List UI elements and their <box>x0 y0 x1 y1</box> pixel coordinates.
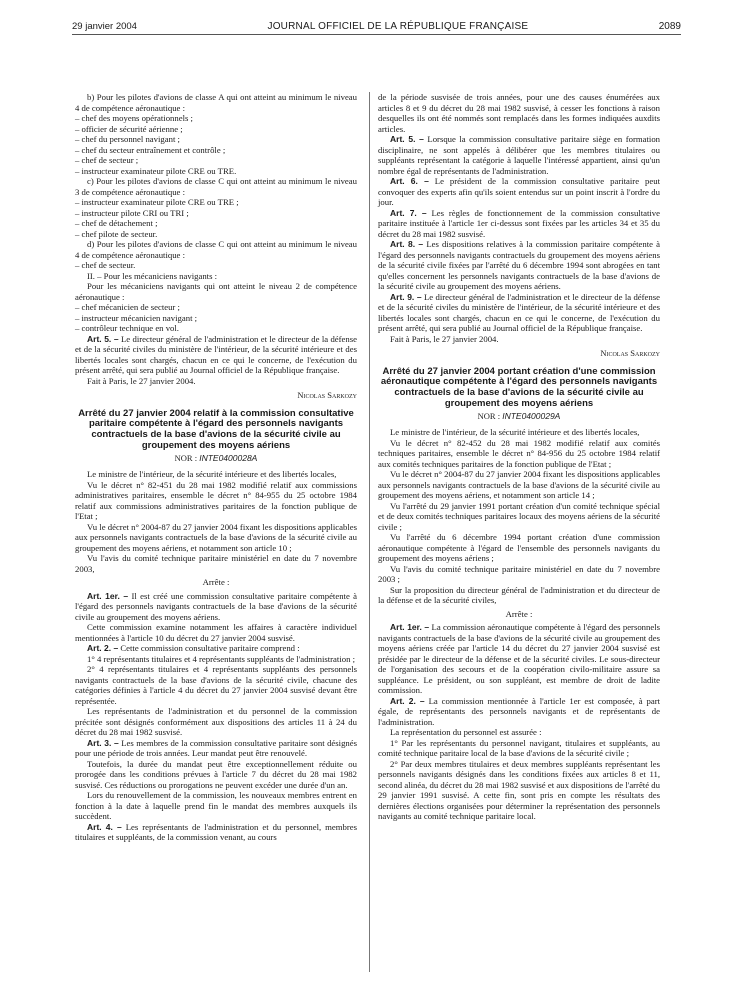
visa: Vu l'arrêté du 29 janvier 1991 portant création d'un comité technique spécial et de deux comités techniques paritaires locaux des moyens aériens de la sécurité civile ; <box>378 500 660 532</box>
list-item: – chef du personnel navigant ; <box>75 134 180 144</box>
nor-reference <box>75 453 357 464</box>
nor-code: INTE0400029A <box>502 410 561 421</box>
decree-title-3: Arrêté du 27 janvier 2004 portant création d'une commission aéronautique compétente à l'égard des personnels navigants contractuels de la base d'avions de la sécurité civile au groupement des moyens aériens <box>380 365 658 409</box>
article-2 <box>75 643 357 654</box>
right-column <box>378 92 660 822</box>
list-item: – contrôleur technique en vol. <box>75 323 179 333</box>
article-label: Art. 5. – <box>390 134 424 144</box>
list-item: – chef de détachement ; <box>75 218 158 228</box>
list-item: – instructeur pilote CRI ou TRI ; <box>75 207 189 218</box>
paragraph: Toutefois, la durée du mandat peut être exceptionnellement réduite ou prorogée dans les conditions prévues à l'article 7 du décret du 28 mai 1982 susvisé. Ces réductions ou prorogations ne peuvent excéder une durée d'un an. <box>75 758 357 790</box>
column-divider <box>369 92 370 972</box>
visa: Le ministre de l'intérieur, de la sécurité intérieure et des libertés locales, <box>390 427 640 438</box>
decree-title-2: Arrêté du 27 janvier 2004 relatif à la commission consultative paritaire compétente à l'égard des personnels navigants contractuels de la base d'avions de la sécurité civile au groupement des moyens aériens <box>78 407 354 451</box>
article-label: Art. 3. – <box>87 737 119 748</box>
paragraph: Lors du renouvellement de la commission, les nouveaux membres entrent en fonction à la date à laquelle prend fin le mandat des membres auxquels ils succèdent. <box>75 790 357 822</box>
header-date: 29 janvier 2004 <box>72 21 137 32</box>
article-label: Art. 1er. – <box>87 590 129 601</box>
paragraph-d-intro: d) Pour les pilotes d'avions de classe C qui ont atteint au minimum le niveau 4 de compétence aéronautique : <box>75 239 357 260</box>
list-item: – officier de sécurité aérienne ; <box>75 123 183 134</box>
visa: Vu le décret n° 82-451 du 28 mai 1982 modifié relatif aux commissions administratives paritaires, ensemble le décret n° 84-955 du 25 octobre 1984 relatif aux commissions administratives paritaires de la fonction publique de l'Etat ; <box>75 479 357 522</box>
article-text: Le directeur général de l'administration et le directeur de la défense et de la sécurité civiles du ministère de l'intérieur, de la sécurité intérieure et des libertés locales sont chargés, chacun en ce qui le concerne, de l'exécution du présent arrêté, qui sera publié au Journal officiel de la République française. <box>378 291 660 333</box>
paragraph: Les représentants de l'administration et du personnel de la commission précitée sont désignés conformément aux dispositions des articles 11 à 24 du décret du 28 mai 1982 susvisé. <box>75 706 357 738</box>
nor-prefix: NOR : <box>174 452 198 463</box>
journal-title: JOURNAL OFFICIEL DE LA RÉPUBLIQUE FRANÇAISE <box>267 21 529 32</box>
article-text: Les représentants de l'administration et du personnel, membres titulaires et suppléants, de la commission venant, au cours <box>75 821 357 843</box>
visa: Vu le décret n° 82-452 du 28 mai 1982 modifié relatif aux comités techniques paritaires, ensemble le décret n° 84-956 du 25 octobre 1984 relatif aux comités techniques paritaires de la fonction publique de l'Etat ; <box>378 437 660 469</box>
article-text: Les dispositions relatives à la commission paritaire compétente à l'égard des personnels navigants contractuels du groupement des moyens aériens de la sécurité civile fixées par l'arrêté du 6 décembre 1994 sont abrogées en tant qu'elles concernent les personnels navigants contractuels de la base d'avions de la sécurité civile au groupement des moyens aériens. <box>378 239 660 291</box>
paragraph-continued: de la période susvisée de trois années, pour une des causes énumérées aux articles 8 et 9 du décret du 28 mai 1982 susvisé, à cesser les fonctions à raison desquelles ils ont été nommés sont remplacés dans les formes indiquées auxdits articles. <box>378 92 660 134</box>
article-5 <box>75 334 357 376</box>
article-label: Art. 6. – <box>390 176 429 186</box>
paragraph-ii-intro: Pour les mécaniciens navigants qui ont atteint le niveau 2 de compétence aéronautique : <box>75 281 357 302</box>
list-item: – chef pilote de secteur. <box>75 228 158 239</box>
paragraph: Cette commission examine notamment les affaires à caractère individuel mentionnées à l'article 10 du décret du 27 janvier 2004 susvisé. <box>75 622 357 643</box>
list-item: – chef mécanicien de secteur ; <box>75 302 180 312</box>
visa: Vu l'arrêté du 6 décembre 1994 portant création d'une commission aéronautique compétente à l'égard de l'ensemble des personnels navigants du groupement des moyens aériens ; <box>378 532 660 564</box>
article-5 <box>378 134 660 176</box>
article-text: Les règles de fonctionnement de la commission consultative paritaire instituée à l'article 1er ci-dessus sont fixées par les articles 34 et 35 du décret du 28 mai 1982 susvisé. <box>378 207 660 239</box>
visa: Vu le décret n° 2004-87 du 27 janvier 2004 fixant les dispositions applicables aux personnels navigants contractuels de la base d'avions de la sécurité civile au groupement des moyens aériens, et notamment son article 14 ; <box>378 469 660 501</box>
article-text: Les membres de la commission consultative paritaire sont désignés pour une période de trois années. Leur mandat peut être renouvelé. <box>75 737 357 759</box>
paragraph: La représentation du personnel est assurée : <box>390 727 542 738</box>
list-item: – instructeur examinateur pilote CRE ou TRE. <box>75 165 237 176</box>
list-item: – instructeur mécanicien navigant ; <box>75 312 198 323</box>
section-ii-heading: II. – Pour les mécaniciens navigants : <box>87 270 218 281</box>
page-header <box>72 14 681 35</box>
visa: Vu l'avis du comité technique paritaire ministériel en date du 7 novembre 2003, <box>75 553 357 574</box>
article-text: Lorsque la commission consultative paritaire siège en formation disciplinaire, ne sont appelés à délibérer que les membres titulaires ou suppléants représentant la catégorie à laquelle l'intéressé appartient, ainsi qu'un nombre égal de représentants de l'administration. <box>378 134 661 176</box>
article-text: Le président de la commission consultative paritaire peut convoquer des experts afin qu'ils soient entendus sur un point inscrit à l'ordre du jour. <box>378 176 660 207</box>
article-label: Art. 1er. – <box>390 622 430 633</box>
fait-a-paris: Fait à Paris, le 27 janvier 2004. <box>390 333 499 344</box>
visa: Sur la proposition du directeur général de l'administration et du directeur de la défense et de la sécurité civiles, <box>378 584 660 606</box>
article-label: Art. 5. – <box>87 333 119 344</box>
article-label: Art. 2. – <box>87 643 119 654</box>
article-text: Cette commission consultative paritaire comprend : <box>120 643 300 654</box>
article-label: Art. 9. – <box>390 291 422 302</box>
article-8 <box>378 239 660 292</box>
list-item: – chef de secteur ; <box>75 155 139 165</box>
paragraph: 2° Par deux membres titulaires et deux membres suppléants représentant les personnels navigants désignés dans les conditions fixées aux articles 8 et 11, second alinéa, du décret du 28 mai 1982 susvisé et aux dispositions de l'arrêté du 29 janvier 1991 susvisé. A cette fin, sont pris en compte les résultats des dernières élections organisées pour déterminer la représentation des personnels navigants au comité technique paritaire local. <box>378 758 660 822</box>
list-item: – chef du secteur entraînement et contrôle ; <box>75 144 226 155</box>
list-item: – chef de secteur. <box>75 260 136 270</box>
paragraph: 2° 4 représentants titulaires et 4 représentants suppléants des personnels navigants contractuels de la base d'avions de la sécurité civile, chacune des catégories définies à l'article 4 du décret du 27 janvier 2004 susvisé devant être représentée. <box>75 664 357 706</box>
nor-prefix: NOR : <box>477 410 501 421</box>
article-3 <box>75 738 357 759</box>
arrete-heading: Arrête : <box>202 577 230 588</box>
list-item: – instructeur examinateur pilote CRE ou TRE ; <box>75 197 239 207</box>
paragraph-c-intro: c) Pour les pilotes d'avions de classe C qui ont atteint au minimum le niveau 3 de compétence aéronautique : <box>75 176 357 197</box>
nor-reference <box>378 411 660 422</box>
signature: Nicolas Sarkozy <box>600 348 660 358</box>
article-text: La commission aéronautique compétente à l'égard des personnels navigants contractuels de la base d'avions de la sécurité civile au groupement des moyens aériens créée par l'article 14 du décret du 27 janvier 2004 susvisé est présidée par le directeur de la défense et de la sécurité civiles. Le sous-directeur de l'organisation des secours et de la coopération civilo-militaire assure sa suppléance. Le président, ou son suppléant, est membre de droit de ladite commission. <box>378 622 661 696</box>
left-column <box>75 92 357 843</box>
article-7 <box>378 208 660 240</box>
nor-code: INTE0400028A <box>199 452 258 463</box>
article-text: La commission mentionnée à l'article 1er est composée, à part égale, de représentants des personnels navigants et de représentants de l'administration. <box>378 695 661 727</box>
visa: Le ministre de l'intérieur, de la sécurité intérieure et des libertés locales, <box>87 469 337 480</box>
article-label: Art. 8. – <box>390 239 424 249</box>
article-2 <box>378 696 660 728</box>
article-label: Art. 7. – <box>390 207 427 218</box>
article-1 <box>75 591 357 623</box>
list-item: – chef des moyens opérationnels ; <box>75 113 193 123</box>
article-text: Le directeur général de l'administration et le directeur de la défense et de la sécurité civiles du ministère de l'intérieur, de la sécurité intérieure et des libertés locales sont chargés, chacun en ce qui le concerne, de l'exécution du présent arrêté, qui sera publié au Journal officiel de la République française. <box>75 333 357 375</box>
page-number: 2089 <box>658 21 681 32</box>
paragraph: 1° 4 représentants titulaires et 4 représentants suppléants de l'administration ; <box>87 653 356 664</box>
article-label: Art. 2. – <box>390 695 425 706</box>
paragraph-b-intro: b) Pour les pilotes d'avions de classe A qui ont atteint au minimum le niveau 4 de compétence aéronautique : <box>75 92 357 113</box>
article-9 <box>378 292 660 334</box>
paragraph: 1° Par les représentants du personnel navigant, titulaires et suppléants, au comité technique paritaire local de la base d'avions de la sécurité civile ; <box>378 737 660 759</box>
article-4 <box>75 822 357 843</box>
article-1 <box>378 622 660 696</box>
article-text: Il est créé une commission consultative paritaire compétente à l'égard des personnels navigants contractuels de la base d'avions de la sécurité civile au groupement des moyens aériens. <box>75 590 358 622</box>
visa: Vu le décret n° 2004-87 du 27 janvier 2004 fixant les dispositions applicables aux personnels navigants contractuels de la base d'avions de la sécurité civile au groupement des moyens aériens, et notamment son article 10 ; <box>75 521 357 553</box>
fait-a-paris: Fait à Paris, le 27 janvier 2004. <box>87 375 196 386</box>
arrete-heading: Arrête : <box>505 608 533 619</box>
article-label: Art. 4. – <box>87 821 122 832</box>
signature: Nicolas Sarkozy <box>297 390 357 400</box>
visa: Vu l'avis du comité technique paritaire ministériel en date du 7 novembre 2003 ; <box>378 563 660 585</box>
article-6 <box>378 176 660 208</box>
